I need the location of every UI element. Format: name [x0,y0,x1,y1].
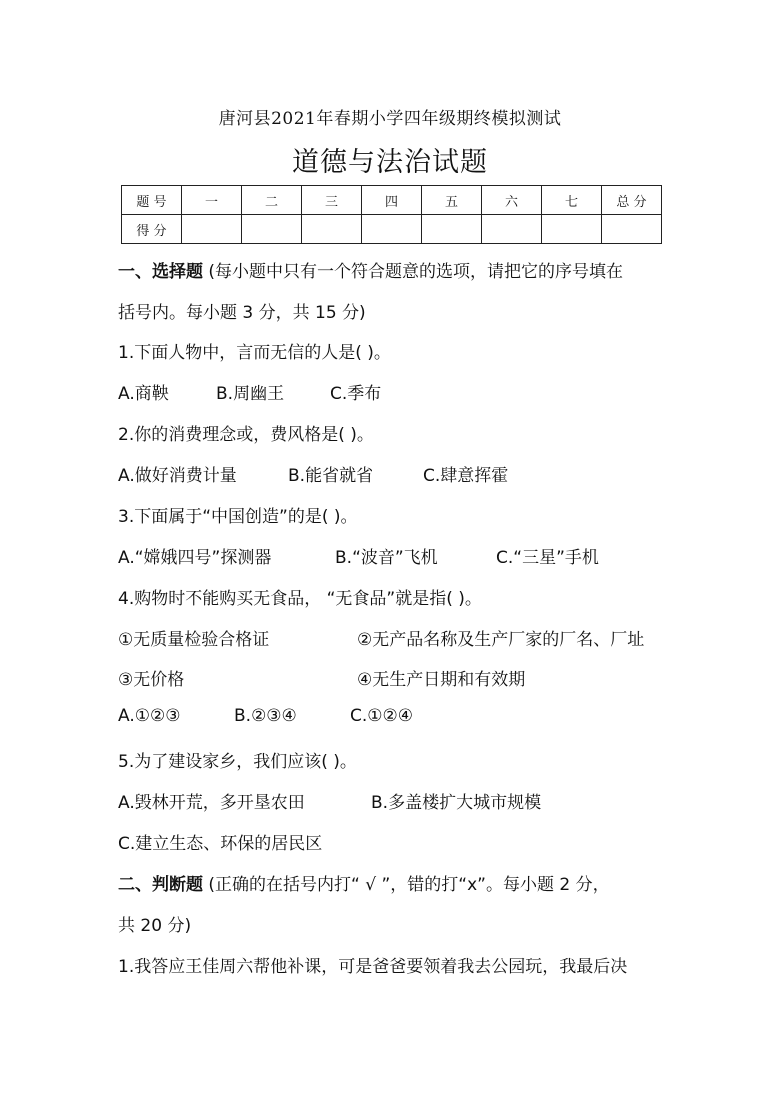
question-1: 1.下面人物中，言而无信的人是( )。 [118,343,391,363]
score-table-cell: 六 [482,186,542,215]
score-table-score-row [122,215,662,244]
section2-description: (正确的在括号内打“ √ ”，错的打“x”。每小题 2 分， [208,875,610,895]
option-a: A.①②③ [118,706,181,726]
section2-heading-line [118,870,610,895]
section1-description: (每小题中只有一个符合题意的选项，请把它的序号填在 [208,262,624,282]
score-input-cell[interactable] [602,215,662,244]
option-b: B.②③④ [234,706,297,726]
section2-heading: 二、判断题 [118,875,203,895]
section2-description-cont: 共 20 分) [118,916,192,936]
option-a: A.做好消费计量 [118,466,237,486]
score-input-cell[interactable] [362,215,422,244]
question-4-options [118,706,413,726]
question-1-options [118,379,381,404]
section1-heading: 一、选择题 [118,262,203,282]
score-table-cell: 五 [422,186,482,215]
question-5: 5.为了建设家乡，我们应该( )。 [118,752,357,772]
question-4-items-2 [118,665,525,690]
score-input-cell[interactable] [302,215,362,244]
score-input-cell[interactable] [542,215,602,244]
item-4: ④无生产日期和有效期 [357,670,526,690]
score-table-cell: 七 [542,186,602,215]
score-input-cell[interactable] [242,215,302,244]
item-2: ②无产品名称及生产厂家的厂名、厂址 [357,630,645,650]
option-c: C.肆意挥霍 [423,466,509,486]
score-input-cell[interactable] [422,215,482,244]
judgement-question-1: 1.我答应王佳周六帮他补课，可是爸爸要领着我去公园玩，我最后决 [118,957,628,977]
option-c: C.①②④ [350,706,413,726]
option-a: A.“嫦娥四号”探测器 [118,548,272,568]
score-table-cell: 四 [362,186,422,215]
option-a: A.毁林开荒，多开垦农田 [118,793,305,813]
question-3: 3.下面属于“中国创造”的是( )。 [118,507,358,527]
option-c: C.“三星”手机 [496,548,599,568]
question-2: 2.你的消费理念或，费风格是( )。 [118,425,374,445]
score-table-cell: 总 分 [602,186,662,215]
option-b: B.周幽王 [216,384,285,404]
question-4: 4.购物时不能购买无食品， “无食品”就是指( )。 [118,589,482,609]
option-a: A.商鞅 [118,384,169,404]
score-table-cell: 二 [242,186,302,215]
option-b: B.“波音”飞机 [335,548,438,568]
score-table-header-row [122,186,662,215]
question-4-items-1 [118,625,644,650]
question-2-options [118,461,508,486]
question-3-options [118,543,599,568]
score-table-cell: 三 [302,186,362,215]
score-input-cell[interactable] [482,215,542,244]
item-1: ①无质量检验合格证 [118,630,270,650]
section1-heading-line [118,257,623,282]
section1-description-cont: 括号内。每小题 3 分，共 15 分) [118,303,366,323]
option-b: B.能省就省 [288,466,374,486]
exam-title: 道德与法治试题 [292,147,488,178]
score-table-cell: 题 号 [122,186,182,215]
option-c: C.季布 [330,384,382,404]
score-table-cell: 得 分 [122,215,182,244]
question-5-options [118,788,541,813]
item-3: ③无价格 [118,670,185,690]
question-5-option-c: C.建立生态、环保的居民区 [118,834,323,854]
exam-subtitle: 唐河县2021年春期小学四年级期终模拟测试 [218,109,562,129]
score-table [121,185,662,244]
score-table-cell: 一 [182,186,242,215]
score-input-cell[interactable] [182,215,242,244]
option-b: B.多盖楼扩大城市规模 [371,793,542,813]
